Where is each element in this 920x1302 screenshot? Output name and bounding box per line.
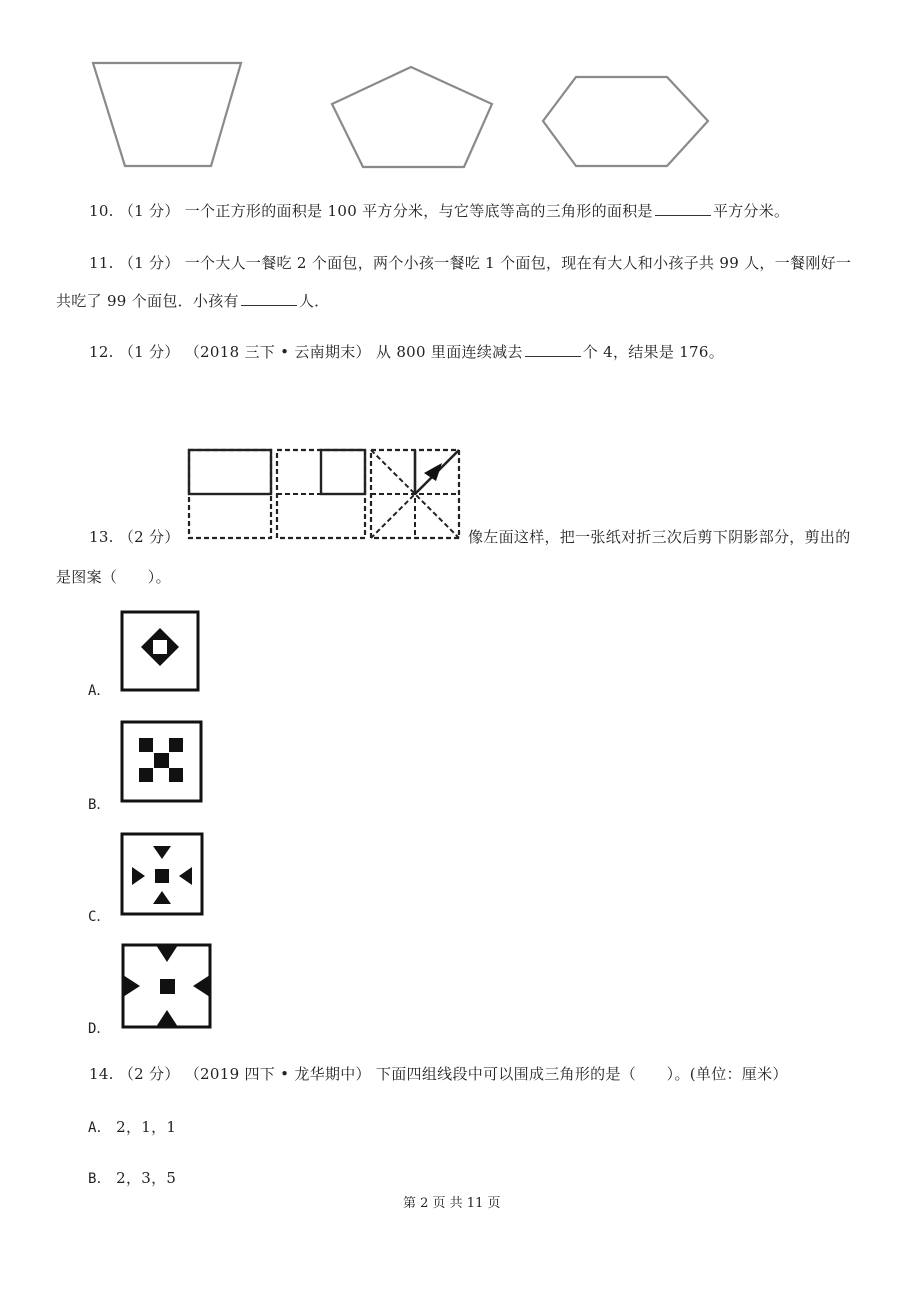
option-a-label[interactable]: A． <box>88 683 111 699</box>
option-label: A． <box>88 1120 112 1136</box>
question-text: 共吃了 99 个面包．小孩有 <box>56 292 239 310</box>
question-text: 下面四组线段中可以围成三角形的是（ ）。(单位：厘米） <box>375 1065 788 1083</box>
question-11-line2 <box>56 290 329 311</box>
question-source: （2019 四下 • 龙华期中） <box>184 1065 371 1083</box>
question-number: 13. <box>89 528 114 546</box>
question-13-line2: 是图案（ ）。 <box>56 568 171 586</box>
question-text: 一个正方形的面积是 100 平方分米，与它等底等高的三角形的面积是 <box>184 202 653 220</box>
question-13 <box>89 526 180 547</box>
option-d-label[interactable]: D． <box>88 1021 111 1037</box>
page-footer: 第 2 页 共 11 页 <box>403 1196 501 1211</box>
question-number: 12. <box>89 343 114 361</box>
question-number: 11. <box>89 254 114 272</box>
option-b-label[interactable]: B． <box>88 797 111 813</box>
question-score: （1 分） <box>118 254 180 272</box>
question-text: 一个大人一餐吃 2 个面包，两个小孩一餐吃 1 个面包，现在有大人和小孩子共 99 人，一餐刚好一 <box>184 254 852 272</box>
question-13-text: 像左面这样，把一张纸对折三次后剪下阴影部分，剪出的 <box>468 528 851 546</box>
option-label: B． <box>88 1171 112 1187</box>
question-score: （2 分） <box>118 1065 180 1083</box>
option-c-figure[interactable] <box>120 832 206 918</box>
option-value: 2，1，1 <box>116 1118 177 1136</box>
question-number: 14. <box>89 1065 114 1083</box>
question-text-end: 平方分米。 <box>712 202 790 220</box>
option-b-figure[interactable] <box>120 720 204 804</box>
folding-figure <box>186 445 462 543</box>
trapezoid-shape <box>93 63 241 166</box>
pentagon-shape <box>332 67 492 167</box>
hexagon-shape <box>543 77 708 166</box>
shapes-figure <box>80 55 730 180</box>
question-score: （1 分） <box>118 202 180 220</box>
answer-blank[interactable] <box>241 292 297 306</box>
option-c-label[interactable]: C． <box>88 909 111 925</box>
question-source: （2018 三下 • 云南期末） <box>184 343 371 361</box>
question-11 <box>89 252 851 273</box>
question-number: 10. <box>89 202 114 220</box>
question-14 <box>89 1063 788 1084</box>
option-b[interactable] <box>88 1167 176 1188</box>
question-text-end: 人． <box>298 292 330 310</box>
answer-blank[interactable] <box>525 343 581 357</box>
option-a[interactable] <box>88 1116 176 1137</box>
option-a-figure[interactable] <box>120 610 202 692</box>
option-d-figure[interactable] <box>120 942 214 1030</box>
question-text-end: 个 4，结果是 176。 <box>582 343 725 361</box>
question-12 <box>89 341 724 362</box>
question-text: 从 800 里面连续减去 <box>375 343 523 361</box>
option-value: 2，3，5 <box>116 1169 177 1187</box>
question-score: （1 分） <box>118 343 180 361</box>
question-10 <box>89 200 789 221</box>
answer-blank[interactable] <box>655 202 711 216</box>
question-score: （2 分） <box>118 528 180 546</box>
